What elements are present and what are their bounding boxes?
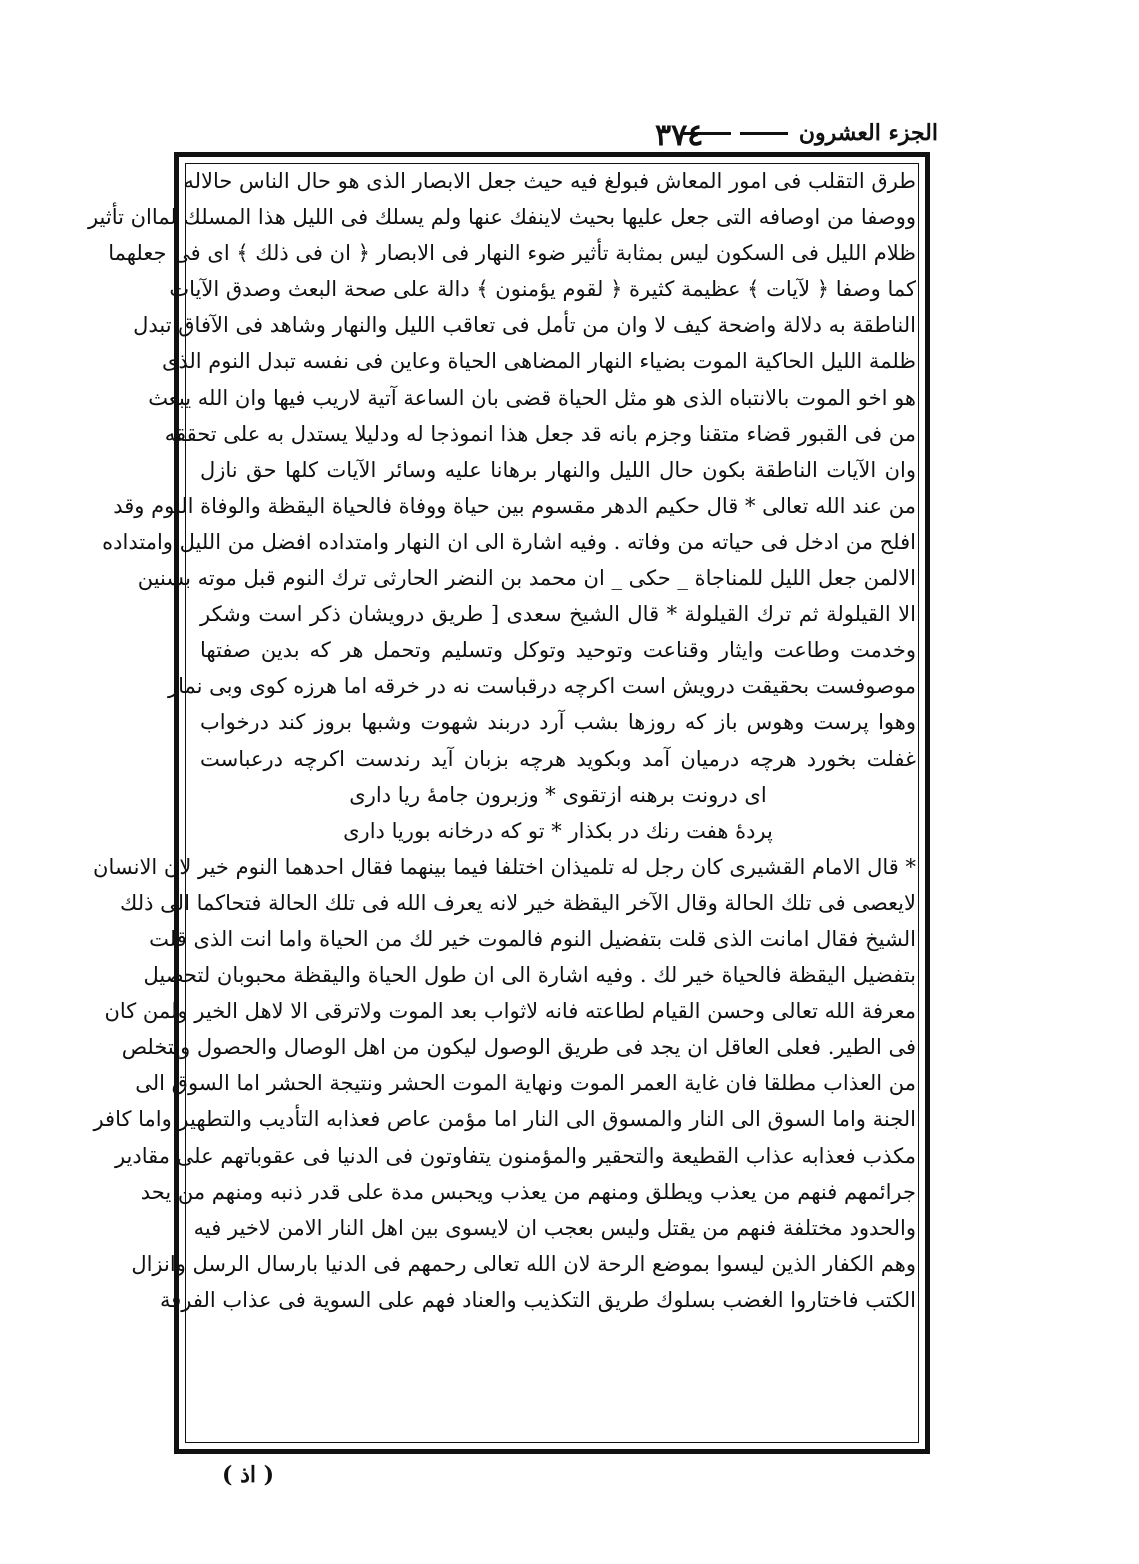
- text-line: ووصفا من اوصافه التى جعل عليها بحيث لاينفك عنها ولم يسلك فى الليل هذا المسلك لماان تأثير: [87, 205, 916, 230]
- text-line: موصوفست بحقيقت درويش است اكرچه درقباست نه در خرقه اما هرزه كوى وبى نماز: [167, 674, 916, 699]
- signature-mark: ( اذ ): [222, 1462, 275, 1488]
- text-line: الكتب فاختاروا الغضب بسلوك طريق التكذيب والعناد فهم على السوية فى عذاب الفرقة: [160, 1287, 916, 1312]
- verse-line: اى درونت برهنه ازتقوى * وزبرون جامهٔ ريا دارى: [349, 782, 767, 807]
- text-line: من فى القبور قضاء متقنا وجزم بانه قد جعل هذا انموذجا له ودليلا يستدل به على تحققه: [164, 421, 916, 446]
- text-line: الالمن جعل الليل للمناجاة _ حكى _ ان محمد بن النضر الحارثى ترك النوم قبل موته بسنين: [137, 566, 916, 591]
- text-line: ظلمة الليل الحاكية الموت بضياء النهار المضاهى الحياة وعاين فى نفسه تبدل النوم الذى: [161, 349, 916, 374]
- text-line: غفلت بخورد هرچه درميان آمد وبكويد هرچه بزبان آيد رندست اكرچه درعباست: [200, 746, 916, 771]
- verse-line: پردهٔ هفت رنك در بكذار * تو كه درخانه بوريا دارى: [343, 818, 773, 843]
- part-title: الجزء العشرون: [798, 120, 938, 146]
- text-line: هو اخو الموت بالانتباه الذى هو مثل الحياة قضى بان الساعة آتية لاريب فيها وان الله يبعث: [148, 385, 916, 410]
- text-line: الناطقة به دلالة واضحة كيف لا وان من تأمل فى تعاقب الليل والنهار وشاهد فى الآفاق تبدل: [133, 313, 916, 338]
- text-line: والحدود مختلفة فنهم من يقتل وليس بعجب ان لايسوى بين اهل النار الامن لاخير فيه: [193, 1215, 916, 1240]
- text-line: وهوا پرست وهوس باز كه روزها بشب آرد دربند شهوت وشبها بروز كند درخواب: [200, 710, 916, 735]
- text-line: وهم الكفار الذين ليسوا بموضع الرحة لان الله تعالى رحمهم فى الدنيا بارسال الرسل وانزال: [131, 1251, 916, 1276]
- text-line: * قال الامام القشيرى كان رجل له تلميذان اختلفا فيما بينهما فقال احدهما النوم خير لان الانسان: [93, 854, 916, 879]
- text-line: طرق التقلب فى امور المعاش فبولغ فيه حيث جعل الابصار الذى هو حال الناس حالاله: [183, 169, 916, 193]
- text-line: ظلام الليل فى السكون ليس بمثابة تأثير ضوء النهار فى الابصار ﴿ ان فى ذلك ﴾ اى فى جعلهما: [108, 241, 916, 266]
- text-line: كما وصفا ﴿ لآيات ﴾ عظيمة كثيرة ﴿ لقوم يؤمنون ﴾ دالة على صحة البعث وصدق الآيات: [169, 277, 916, 302]
- text-line: وخدمت وطاعت وايثار وقناعت وتوحيد وتوكل وتسليم وتحمل هر كه بدين صفتها: [200, 638, 916, 663]
- text-line: بتفضيل اليقظة فالحياة خير لك . وفيه اشارة الى ان طول الحياة واليقظة محبوبان لتحصيل: [143, 963, 916, 988]
- text-line: مكذب فعذابه عذاب القطيعة والتحقير والمؤمنون يتفاوتون فى الدنيا فى عقوباتهم على مقادير: [114, 1143, 916, 1168]
- page-number: ٣٧٤: [655, 118, 704, 153]
- text-line: معرفة الله تعالى وحسن القيام لطاعته فانه لاثواب بعد الموت ولاترقى الا لاهل الخير ولمن كان: [104, 999, 916, 1024]
- text-line: وان الآيات الناطقة بكون حال الليل والنهار برهانا عليه وسائر الآيات كلها حق نازل: [200, 457, 916, 482]
- text-line: الشيخ فقال امانت الذى قلت بتفضيل النوم فالموت خير لك من الحياة واما انت الذى قلت: [149, 926, 916, 951]
- text-line: من عند الله تعالى * قال حكيم الدهر مقسوم بين حياة ووفاة فالحياة اليقظة والوفاة النوم وقد: [113, 493, 916, 518]
- text-line: جرائمهم فنهم من يعذب ويطلق ومنهم من يعذب ويحبس مدة على قدر ذنبه ومنهم من يحد: [140, 1179, 916, 1204]
- text-line: من العذاب مطلقا فان غاية العمر الموت ونهاية الموت الحشر ونتيجة الحشر اما السوق الى: [135, 1071, 916, 1096]
- text-line: فى الطير. فعلى العاقل ان يجد فى طريق الوصول ليكون من اهل الوصال والحصول ويتخلص: [121, 1035, 916, 1060]
- text-line: الا القيلولة ثم ترك القيلولة * قال الشيخ سعدى [ طريق درويشان ذكر است وشكر: [200, 602, 916, 627]
- text-line: الجنة واما السوق الى النار والمسوق الى النار اما مؤمن عاص فعذابه التأديب والتطهير واما كافر: [93, 1107, 916, 1132]
- text-line: افلح من ادخل فى حياته من وفاته . وفيه اشارة الى ان النهار وامتداده افضل من الليل وامتداده: [102, 529, 916, 554]
- body-text: [87, 163, 916, 1318]
- ornament-right: [740, 132, 788, 135]
- text-line: لايعصى فى تلك الحالة وقال الآخر اليقظة خير لانه يعرف الله فى تلك الحالة فتحاكما الى ذلك: [120, 890, 916, 915]
